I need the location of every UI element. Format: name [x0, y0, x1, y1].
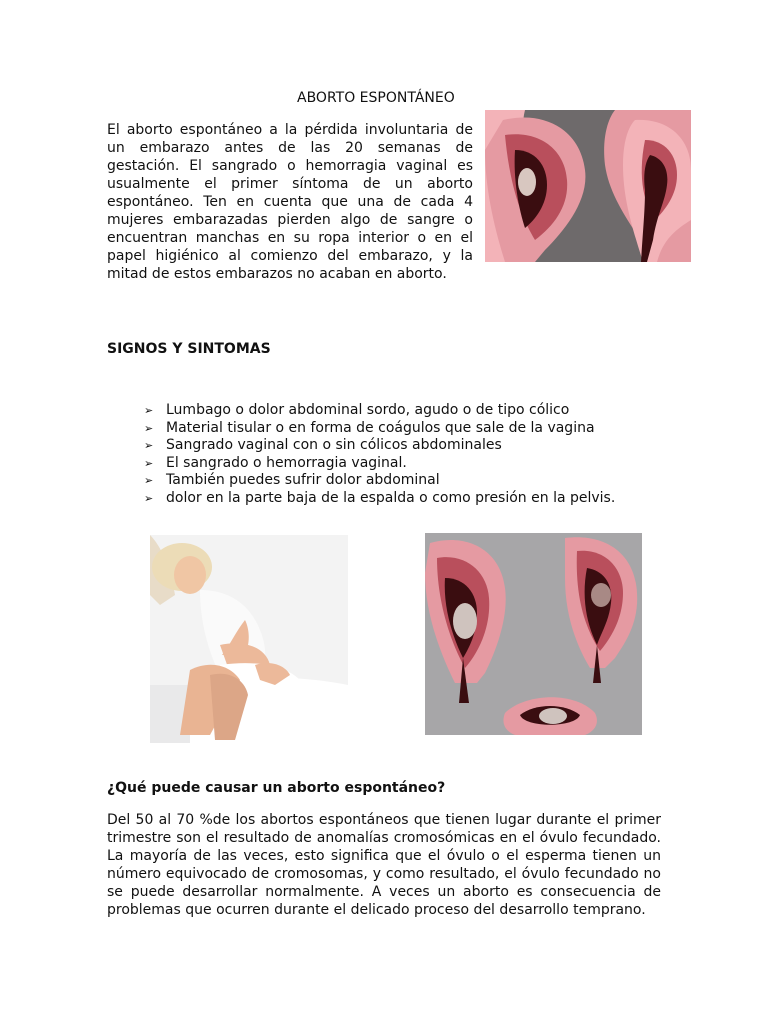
intro-paragraph: El aborto espontáneo a la pérdida involuntaria de un embarazo antes de las 20 semanas de gestación. El sangrado o hemorragia vaginal es usualmente el primer síntoma de un aborto espontáneo. Ten en cuenta que una de cada 4 mujeres embarazadas pierden algo de sangre o encuentran manchas en su ropa interior o en el papel higiénico al comienzo del embarazo, y la mitad de estos embarazos no acaban en aborto.	[107, 122, 473, 282]
uterus-illustration-bottom	[425, 533, 642, 735]
woman-figure-icon	[150, 535, 348, 743]
uterus-illustration-top	[485, 110, 691, 262]
arrow-bullet-icon: ➢	[144, 491, 154, 505]
list-item	[144, 455, 615, 473]
symptom-text: dolor en la parte baja de la espalda o como presión en la pelvis.	[166, 489, 616, 506]
cause-paragraph: Del 50 al 70 %de los abortos espontáneos que tienen lugar durante el primer trimestre son el resultado de anomalías cromosómicas en el óvulo fecundado. La mayoría de las veces, esto significa que el óvulo o el esperma tienen un número equivocado de cromosomas, y como resultado, el óvulo fecundado no se puede desarrollar normalmente. A veces un aborto es consecuencia de problemas que ocurren durante el delicado proceso del desarrollo temprano.	[107, 812, 661, 918]
page-title: ABORTO ESPONTÁNEO	[297, 90, 455, 106]
list-item	[144, 420, 615, 438]
list-item	[144, 472, 615, 490]
symptom-list	[144, 402, 615, 508]
arrow-bullet-icon: ➢	[144, 474, 154, 488]
symptom-text: También puedes sufrir dolor abdominal	[166, 472, 440, 489]
uterus-illustration-icon	[485, 110, 691, 262]
symptom-text: Sangrado vaginal con o sin cólicos abdominales	[166, 437, 502, 454]
arrow-bullet-icon: ➢	[144, 404, 154, 417]
list-item	[144, 490, 615, 508]
arrow-bullet-icon: ➢	[144, 456, 154, 470]
symptom-text: El sangrado o hemorragia vaginal.	[166, 454, 407, 471]
list-item	[144, 437, 615, 455]
signs-heading: SIGNOS Y SINTOMAS	[107, 341, 271, 357]
cause-heading: ¿Qué puede causar un aborto espontáneo?	[107, 780, 446, 796]
uterus-illustration-icon	[425, 533, 642, 735]
arrow-bullet-icon: ➢	[144, 421, 154, 435]
list-item	[144, 402, 615, 420]
symptom-text: Lumbago o dolor abdominal sordo, agudo o de tipo cólico	[166, 402, 570, 418]
arrow-bullet-icon: ➢	[144, 439, 154, 453]
woman-in-pain-photo	[150, 535, 348, 743]
symptom-text: Material tisular o en forma de coágulos que sale de la vagina	[166, 419, 595, 436]
